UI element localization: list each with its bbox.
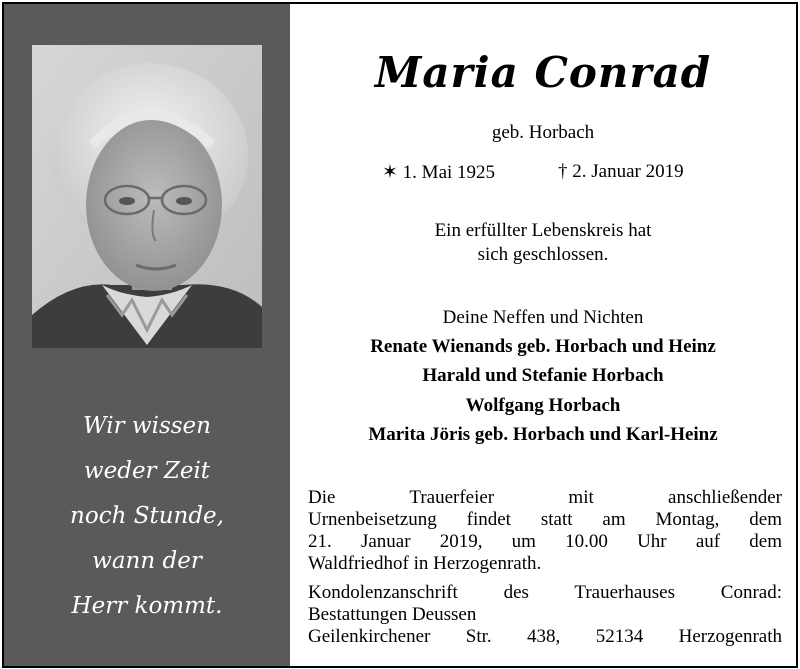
notice-content bbox=[290, 4, 796, 666]
deceased-name: Maria Conrad bbox=[374, 48, 712, 97]
quote-line: Wir wissen bbox=[83, 413, 211, 439]
address-line: Kondolenzanschrift des Trauerhauses Conrad: bbox=[308, 582, 782, 603]
death-date: † 2. Januar 2019 bbox=[558, 161, 684, 182]
obituary-notice bbox=[2, 2, 798, 668]
portrait-image bbox=[32, 45, 262, 348]
verse-line: Ein erfüllter Lebenskreis hat bbox=[434, 220, 652, 241]
address-line: Bestattungen Deussen bbox=[308, 604, 477, 625]
ceremony-line: 21. Januar 2019, um 10.00 Uhr auf dem bbox=[308, 531, 782, 552]
maiden-name: geb. Horbach bbox=[491, 122, 595, 143]
quote-line: noch Stunde, bbox=[70, 503, 224, 529]
ceremony-details bbox=[308, 487, 782, 575]
mourner-name: Wolfgang Horbach bbox=[465, 395, 621, 416]
birth-date: ✶ 1. Mai 1925 bbox=[382, 162, 496, 183]
sidebar-panel bbox=[4, 4, 290, 666]
quote-line: Herr kommt. bbox=[71, 593, 223, 619]
ceremony-line: Die Trauerfeier mit anschließender bbox=[308, 487, 782, 508]
condolence-address bbox=[308, 582, 782, 648]
mourner-name: Renate Wienands geb. Horbach und Heinz bbox=[370, 336, 716, 357]
mourner-name: Harald und Stefanie Horbach bbox=[422, 365, 664, 386]
quote-line: wann der bbox=[92, 548, 202, 574]
mourners-intro: Deine Neffen und Nichten bbox=[442, 307, 644, 328]
address-line: Geilenkirchener Str. 438, 52134 Herzogenrath bbox=[308, 626, 782, 647]
ceremony-line: Waldfriedhof in Herzogenrath. bbox=[308, 553, 542, 574]
mourner-name: Marita Jöris geb. Horbach und Karl-Heinz bbox=[368, 424, 718, 445]
scripture-quote bbox=[4, 404, 290, 629]
verse-line: sich geschlossen. bbox=[477, 244, 609, 265]
quote-line: weder Zeit bbox=[83, 458, 211, 484]
ceremony-line: Urnenbeisetzung findet statt am Montag, dem bbox=[308, 509, 782, 530]
portrait-photo bbox=[32, 45, 262, 348]
